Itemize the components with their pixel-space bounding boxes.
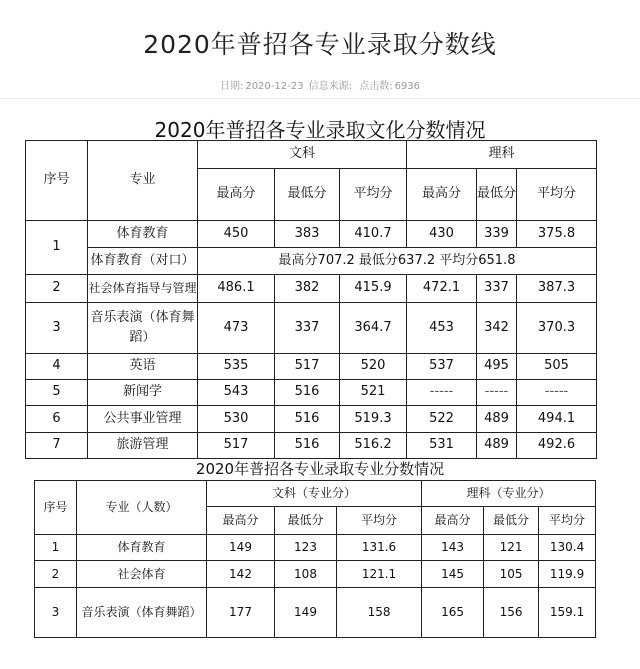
major-cell: 体育教育 [77,535,207,561]
score-cell: 489 [477,406,517,433]
arts-max-header: 最高分 [207,507,275,535]
score-cell: 131.6 [337,535,422,561]
seq-cell: 6 [26,406,88,433]
table-row [35,535,596,561]
table-row [26,380,597,406]
combined-score-note: 最高分707.2 最低分637.2 平均分651.8 [198,248,597,275]
score-cell: 149 [207,535,275,561]
score-cell: 530 [198,406,275,433]
table-row [35,561,596,588]
score-cell: 121.1 [337,561,422,588]
major-cell: 体育教育 [88,221,198,248]
arts-avg-header: 平均分 [340,169,407,221]
header-divider [0,98,640,99]
click-count: 6936 [394,81,421,92]
major-cell: 社会体育指导与管理 [88,275,198,303]
major-header: 专业（人数） [77,481,207,535]
score-cell: 473 [198,303,275,354]
score-cell: 516 [275,433,340,459]
score-cell: ----- [477,380,517,406]
major-cell: 社会体育 [77,561,207,588]
score-cell: 159.1 [539,588,596,638]
science-avg-header: 平均分 [517,169,597,221]
seq-cell: 3 [35,588,77,638]
score-cell: 337 [477,275,517,303]
article-meta [0,77,640,92]
arts-avg-header: 平均分 [337,507,422,535]
clicks-label: 点击数: [359,81,393,92]
science-min-header: 最低分 [477,169,517,221]
score-cell: 337 [275,303,340,354]
science-min-header: 最低分 [484,507,539,535]
score-cell: 495 [477,354,517,380]
score-cell: 516 [275,406,340,433]
score-cell: 517 [198,433,275,459]
score-cell: 383 [275,221,340,248]
seq-cell: 7 [26,433,88,459]
seq-header: 序号 [26,141,88,221]
score-cell: 415.9 [340,275,407,303]
seq-cell: 5 [26,380,88,406]
score-cell: 387.3 [517,275,597,303]
arts-header: 文科（专业分） [207,481,422,507]
arts-max-header: 最高分 [198,169,275,221]
score-cell: 520 [340,354,407,380]
score-cell: 108 [275,561,337,588]
seq-header: 序号 [35,481,77,535]
score-cell: 519.3 [340,406,407,433]
science-avg-header: 平均分 [539,507,596,535]
score-cell: 156 [484,588,539,638]
score-cell: 543 [198,380,275,406]
table-row [26,406,597,433]
score-cell: 123 [275,535,337,561]
page-title: 2020年普招各专业录取分数线 [143,30,497,59]
score-cell: 453 [407,303,477,354]
arts-header: 文科 [198,141,407,169]
major-cell: 公共事业管理 [88,406,198,433]
score-cell: 505 [517,354,597,380]
seq-cell: 4 [26,354,88,380]
arts-min-header: 最低分 [275,507,337,535]
table-row [35,588,596,638]
score-cell: 535 [198,354,275,380]
table-row [26,303,597,354]
score-cell: 142 [207,561,275,588]
score-cell: 382 [275,275,340,303]
major-score-table [34,480,596,638]
score-cell: 494.1 [517,406,597,433]
culture-score-table [25,140,597,459]
score-cell: 472.1 [407,275,477,303]
table-row [26,354,597,380]
score-cell: 522 [407,406,477,433]
score-cell: 143 [422,535,484,561]
score-cell: ----- [407,380,477,406]
seq-cell: 3 [26,303,88,354]
score-cell: 342 [477,303,517,354]
date-label: 日期: [219,81,244,92]
table-row [26,433,597,459]
score-cell: ----- [517,380,597,406]
table-row [26,248,597,275]
science-max-header: 最高分 [407,169,477,221]
score-cell: 370.3 [517,303,597,354]
table-row [26,275,597,303]
table1-title: 2020年普招各专业录取文化分数情况 [154,118,486,142]
score-cell: 121 [484,535,539,561]
seq-cell: 2 [35,561,77,588]
score-cell: 339 [477,221,517,248]
score-cell: 165 [422,588,484,638]
score-cell: 105 [484,561,539,588]
seq-cell: 1 [35,535,77,561]
score-cell: 177 [207,588,275,638]
score-cell: 130.4 [539,535,596,561]
score-cell: 145 [422,561,484,588]
table2-title: 2020年普招各专业录取专业分数情况 [195,460,445,478]
score-cell: 537 [407,354,477,380]
seq-cell: 1 [26,221,88,275]
score-cell: 516.2 [340,433,407,459]
arts-min-header: 最低分 [275,169,340,221]
score-cell: 364.7 [340,303,407,354]
major-cell: 旅游管理 [88,433,198,459]
science-max-header: 最高分 [422,507,484,535]
science-header: 理科 [407,141,597,169]
table-row [26,221,597,248]
score-cell: 158 [337,588,422,638]
score-cell: 430 [407,221,477,248]
score-cell: 375.8 [517,221,597,248]
score-cell: 516 [275,380,340,406]
score-cell: 119.9 [539,561,596,588]
publish-date: 2020-12-23 [245,81,304,92]
score-cell: 531 [407,433,477,459]
score-cell: 450 [198,221,275,248]
major-cell: 音乐表演（体育舞蹈） [88,303,198,354]
major-cell: 体育教育（对口） [88,248,198,275]
major-cell: 音乐表演（体育舞蹈） [77,588,207,638]
major-header: 专业 [88,141,198,221]
score-cell: 521 [340,380,407,406]
score-cell: 492.6 [517,433,597,459]
score-cell: 149 [275,588,337,638]
source-label: 信息来源: [308,81,353,92]
major-cell: 新闻学 [88,380,198,406]
science-header: 理科（专业分） [422,481,596,507]
score-cell: 410.7 [340,221,407,248]
score-cell: 517 [275,354,340,380]
seq-cell: 2 [26,275,88,303]
score-cell: 489 [477,433,517,459]
score-cell: 486.1 [198,275,275,303]
major-cell: 英语 [88,354,198,380]
